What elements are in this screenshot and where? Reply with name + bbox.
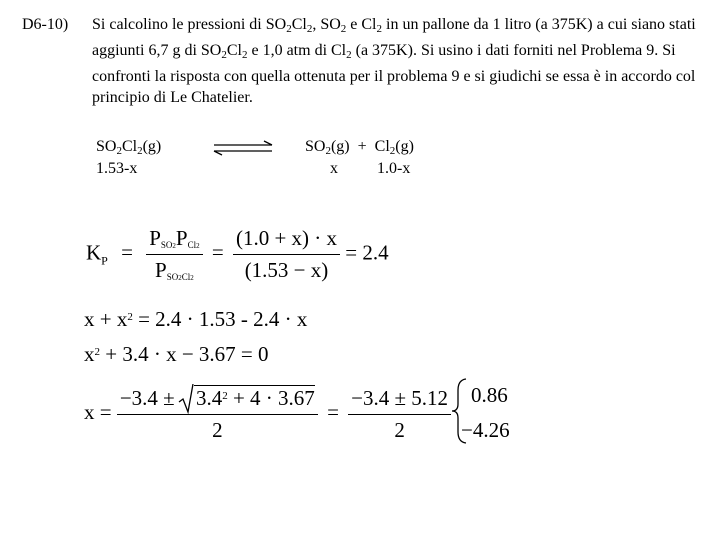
radical-sign-icon	[178, 384, 194, 414]
reactant-initial: 1.53-x	[96, 160, 138, 177]
product2-initial: 1.0-x	[377, 160, 411, 177]
equilibrium-arrows-icon	[212, 140, 274, 156]
kp-equation: $K_P$ = $\frac{\text{PSO2PCl2}}{\text{PSO2Cl2}}$ = $\frac{(1.0 + x) \cdot x}{(1.53 - x)}$ = 2.4	[86, 226, 389, 282]
problem-statement: Si calcolino le pressioni di $SO_2Cl_2$, $SO_2$ e $Cl_2$ in un pallone da 1 litro (a 375K) a cui siano stati aggiunti 6,7 g di $SO_2Cl_2$ e 1,0 atm di $Cl_2$ (a 375K). Si usino i dati forniti nel Problema 9. Si confronti la risposta con quella ottenuta per il problema 9 e si giudichi se essa è in accordo col principio di Le Chatelier.	[92, 16, 696, 106]
square-root: $3.4^2 + 4 \cdot 3.67$	[194, 385, 315, 411]
kp-fraction-pressures: $\frac{\text{PSO2PCl2}}{\text{PSO2Cl2}}$	[146, 226, 202, 283]
equation-step-1: $x + x^2 = 2.4 \cdot 1.53 - 2.4 \cdot x$	[84, 307, 308, 331]
products-formula: $SO_2(g) + Cl_2(g)$	[305, 138, 414, 157]
quadratic-solution: x = −3.4 ± $3.4^2 + 4 \cdot 3.67$ 2 = $\frac{-3.4 \pm 5.12}{2}$	[84, 385, 451, 443]
problem-id: D6-10)	[22, 16, 69, 33]
solution-fraction: $\frac{-3.4 \pm 5.12}{2}$	[348, 386, 451, 443]
product1-initial: x	[330, 160, 338, 177]
reactant-formula: $SO_2Cl_2(g)$	[96, 138, 162, 157]
root-negative: −4.26	[461, 418, 510, 442]
quadratic-formula-fraction: −3.4 ± $3.4^2 + 4 \cdot 3.67$ 2	[117, 385, 318, 443]
root-positive: 0.86	[471, 383, 508, 407]
equation-step-2: $x^2 + 3.4 \cdot x - 3.67 = 0$	[84, 342, 269, 366]
kp-fraction-values: $\frac{(1.0 + x) \cdot x}{(1.53 - x)}$	[233, 226, 340, 283]
